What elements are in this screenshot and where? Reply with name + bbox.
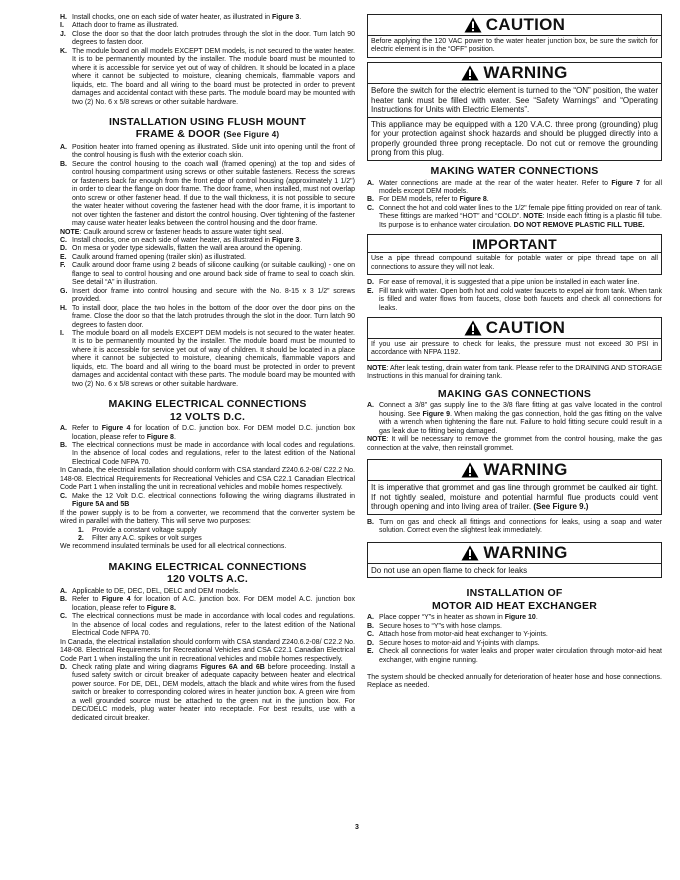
canada-note: In Canada, the electrical installation should conform with CSA standard Z240.6.2-08/ C22.2 No. 148-08. Electrical Requirements for Recreational Vehicles and CSA C22.1 Canadian Electrical Code Part 1 when installing the unit in recreational vehicles and mobile homes respectively. <box>60 467 355 492</box>
sub-list-item: 2. Filter any A.C. spikes or volt surges <box>78 535 202 543</box>
list-item: A. Connect a 3/8" gas supply line to the 3/8 flare fitting at gas valve located in the control housing. See Figure 9. When making the gas connection, hold the gas fitting on the valve with a wrench when tightening the flare nut. Failure to hold fitting secure could result in a gas leak due to fitting being damaged. <box>367 402 662 435</box>
warning-triangle-icon <box>461 65 479 81</box>
section-heading-dc: MAKING ELECTRICAL CONNECTIONS 12 VOLTS D.C. <box>108 398 307 423</box>
terminal-note: We recommend insulated terminals be used for all electrical connections. <box>60 543 287 551</box>
list-item: K. The module board on all models EXCEPT DEM models, is not secured to the water heater. It is to be permanently mounted by the installer. The module board must be mounted to where it is accessible for service yet out of way of children. It should be located in a place where it cannot be subjected to moisture, cleaning chemicals, flammable vapors and liquids, etc. The board and all wiring to the board must be protected in order to prevent damages and accidental contact with these parts. The module board may be mounted with two (2) No. 6 x 5/8 screws or other suitable hardware. <box>60 47 355 106</box>
list-item: E. Caulk around framed opening (trailer skin) as illustrated. <box>60 253 246 261</box>
warning-header: WARNING <box>368 460 661 481</box>
annual-check-note: The system should be checked annually for deterioration of heater hose and hose connections. Replace as needed. <box>367 674 662 690</box>
list-item: C. The electrical connections must be made in accordance with local codes and regulations. In the absence of local codes and regulations, refer to the latest edition of the National Electrical Code NFPA 70. <box>60 613 355 638</box>
list-item: E. Fill tank with water. Open both hot and cold water faucets to expel air from tank. When tank is filled and water flows from faucets, close both faucets and check all connections for leaks. <box>367 287 662 312</box>
caution-header: CAUTION <box>368 318 661 339</box>
list-item: A. Applicable to DE, DEC, DEL, DELC and DEM models. <box>60 587 241 595</box>
important-box: IMPORTANT Use a pipe thread compound suitable for potable water or pipe thread tape on all connections to assure they will not leak. <box>367 234 662 275</box>
note-text: NOTE: After leak testing, drain water from tank. Please refer to the DRAINING AND STORAGE Instructions in this manual for draining tank. <box>367 364 662 381</box>
list-item: C. Attach hose from motor-aid heat exchanger to Y-joints. <box>367 631 548 639</box>
list-item: B. Turn on gas and check all fittings and connections for leaks, using a soap and water solution. Correct even the slightest leak immediately. <box>367 518 662 535</box>
list-item: E. Check all connections for water leaks and proper water circulation through motor-aid heat exchanger, with engine running. <box>367 648 662 664</box>
list-item: B. The electrical connections must be made in accordance with local codes and regulations. In the absence of local codes and regulations, refer to the latest edition of the National Electrical Code NFPA 70. <box>60 442 355 466</box>
warning-header: WARNING <box>368 63 661 84</box>
section-heading-gas: MAKING GAS CONNECTIONS <box>437 387 592 400</box>
list-item: B. Refer to Figure 4 for location of A.C. junction box. For DEM model A.C. junction box location, please refer to Figure 8. <box>60 596 355 612</box>
list-item: H. To install door, place the two holes in the bottom of the door over the door pins on the frame. Close the door so that the latch protrudes through the slot in the door. Turn latch 90 degrees to fasten door. <box>60 304 355 329</box>
note-text: NOTE: It will be necessary to remove the grommet from the control housing, make the gas connection at the valve, then reinstall grommet. <box>367 436 662 452</box>
warning-box: WARNING Do not use an open flame to check for leaks <box>367 542 662 579</box>
caution-box: CAUTION Before applying the 120 VAC power to the water heater junction box, be sure the switch for electric element is in the “OFF” position. <box>367 14 662 58</box>
list-item: J. Close the door so that the door latch protrudes through the slot in the door. Turn latch 90 degrees to fasten door. <box>60 30 355 47</box>
list-item: I. The module board on all models EXCEPT DEM models is not secured to the water heater. It is to be permanently mounted by the installer. The module board must be mounted to where it is accessible for service yet out of way of children. It should be located in a place where it cannot be subjected to moisture, cleaning chemicals, flammable vapors and liquids, etc. The board and all wiring to the board must be protected in order to prevent damages and accidental contact with these parts. The module board may be mounted with two (2) No. 6 x 5/8 screws or other suitable hardware. <box>60 329 355 388</box>
list-item: G. Insert door frame into control housing and secure with the No. 8-15 x 3 1/2” screws provided. <box>60 287 355 304</box>
list-item: A. Place copper “Y”s in heater as shown in Figure 10. <box>367 614 538 622</box>
right-column <box>367 14 662 691</box>
warning-triangle-icon <box>461 545 479 561</box>
list-item: C. Connect the hot and cold water lines to the 1/2" female pipe fitting provided on rear of tank. These fittings are marked “HOT” and “COLD”. NOTE: Inside each fitting is a plastic fill tube. Its purpose is to enhance water circulation. DO NOT REMOVE PLASTIC FILL TUBE. <box>367 204 662 229</box>
note-text: NOTE: Caulk around screw or fastener heads to assure water tight seal. <box>60 228 284 236</box>
list-item: D. For ease of removal, it is suggested that a pipe union be installed in each water line. <box>367 279 640 287</box>
page-number: 3 <box>355 824 359 831</box>
caution-header: CAUTION <box>368 15 661 36</box>
list-item: D. On mesa or yoder type sidewalls, flatten the wall area around the opening. <box>60 245 303 253</box>
list-item: A. Refer to Figure 4 for location of D.C. junction box. For DEM model D.C. junction box location, please refer to Figure 8. <box>60 425 355 441</box>
sub-list-item: 1. Provide a constant voltage supply <box>78 526 197 534</box>
warning-triangle-icon <box>461 462 479 478</box>
canada-note: In Canada, the electrical installation should conform with CSA standard Z240.6.2-08/ C22.2 No. 148-08. Electrical Requirements for Recreational Vehicles and CSA C22.1 Canadian Electrical Code Part 1 when installing the unit in recreational vehicles and mobile homes respectively. <box>60 638 355 663</box>
warning-box: WARNING Before the switch for the electric element is turned to the “ON” position, the water heater tank must be filled with water. See “Safety Warnings” and “Operating Instructions for Units with Electric Elements”. This appliance may be equipped with a 120 V.A.C. three prong (grounding) plug for your protection against shock hazards and should be plugged directly into a properly grounded three prong receptacle. Do not cut or remove the grounding prong from this plug. <box>367 62 662 161</box>
list-item: B. Secure the control housing to the coach wall (framed opening) at the top and sides of control housing compartment using screws or other suitable fasteners. Recess the screws or fasteners back far enough from the front edge of control housing (approximately 1 1/2") in order to clear the flange on door frame. The door frame, when installed, must not overlap onto screw or other fastener head. If due to the wall thickness, it is not possible to secure the water heater without covering the fastener head with the door frame, it is important to not over tighten the fastener and distort the control housing. Over tightening of the fastener may cause water heater leaks between the control housing and the door frame. <box>60 160 355 228</box>
list-item: B. For DEM models, refer to Figure 8. <box>367 196 489 204</box>
list-item: A. Position heater into framed opening as illustrated. Slide unit into opening until the front of the control housing is flush with the exterior coach skin. <box>60 143 355 160</box>
section-heading-ac: MAKING ELECTRICAL CONNECTIONS 120 VOLTS A.C. <box>108 560 307 586</box>
list-item: I. Attach door to frame as illustrated. <box>60 22 179 30</box>
list-item: D. Secure hoses to motor-aid and Y-joints with clamps. <box>367 639 540 647</box>
warning-header: WARNING <box>368 543 661 564</box>
warning-triangle-icon <box>464 320 482 336</box>
section-heading-flush-mount: INSTALLATION USING FLUSH MOUNT FRAME & DOOR (See Figure 4) <box>109 115 306 141</box>
list-item: A. Water connections are made at the rear of the water heater. Refer to Figure 7 for all models except DEM models. <box>367 179 663 196</box>
list-item: F. Caulk around door frame using 2 beads of silicone caulking (or suitable caulking) - one on flange to seal to control housing and one around back side of frame to seal to coach skin. See detail “A” in illustration. <box>60 262 355 287</box>
list-item: B. Secure hoses to “Y”s with hose clamps. <box>367 622 502 630</box>
caution-box: CAUTION If you use air pressure to check for leaks, the pressure must not exceed 30 PSI in accordance with NFPA 1192. <box>367 317 662 361</box>
section-heading-motor-aid: INSTALLATION OF MOTOR AID HEAT EXCHANGER <box>431 587 598 612</box>
list-item: H. Install chocks, one on each side of water heater, as illustrated in Figure 3. <box>60 14 302 21</box>
left-column <box>60 14 355 723</box>
warning-box: WARNING It is imperative that grommet and gas line through grommet be caulked air tight. If not tightly sealed, moisture and potential harmful flue products could vent through opening and into living area of trailer. (See Figure 9.) <box>367 459 662 515</box>
list-item: C. Install chocks, one on each side of water heater, as illustrated in Figure 3. <box>60 236 302 244</box>
warning-triangle-icon <box>464 17 482 33</box>
converter-note: If the power supply is to be from a converter, we recommend that the converter system be wired in parallel with the battery. This will serve two purposes: <box>60 509 355 526</box>
list-item: C. Make the 12 Volt D.C. electrical connections following the wiring diagrams illustrated in Figure 5A and 5B <box>60 492 355 509</box>
list-item: D. Check rating plate and wiring diagrams Figures 6A and 6B before proceeding. Install a fused safety switch or circuit breaker of adequate capacity between heater and electrical power source. For DE, DEL, DEM models, attach the black and white wires from the fused switch or breaker to corresponding colored wires in heater junction box. A green wire from a well grounded source must be attached to the green nut in the junction box. For DEC/DELC models, plug water heater into receptacle. For best results, use with a dedicated circuit breaker. <box>60 664 356 722</box>
section-heading-water: MAKING WATER CONNECTIONS <box>430 165 599 178</box>
